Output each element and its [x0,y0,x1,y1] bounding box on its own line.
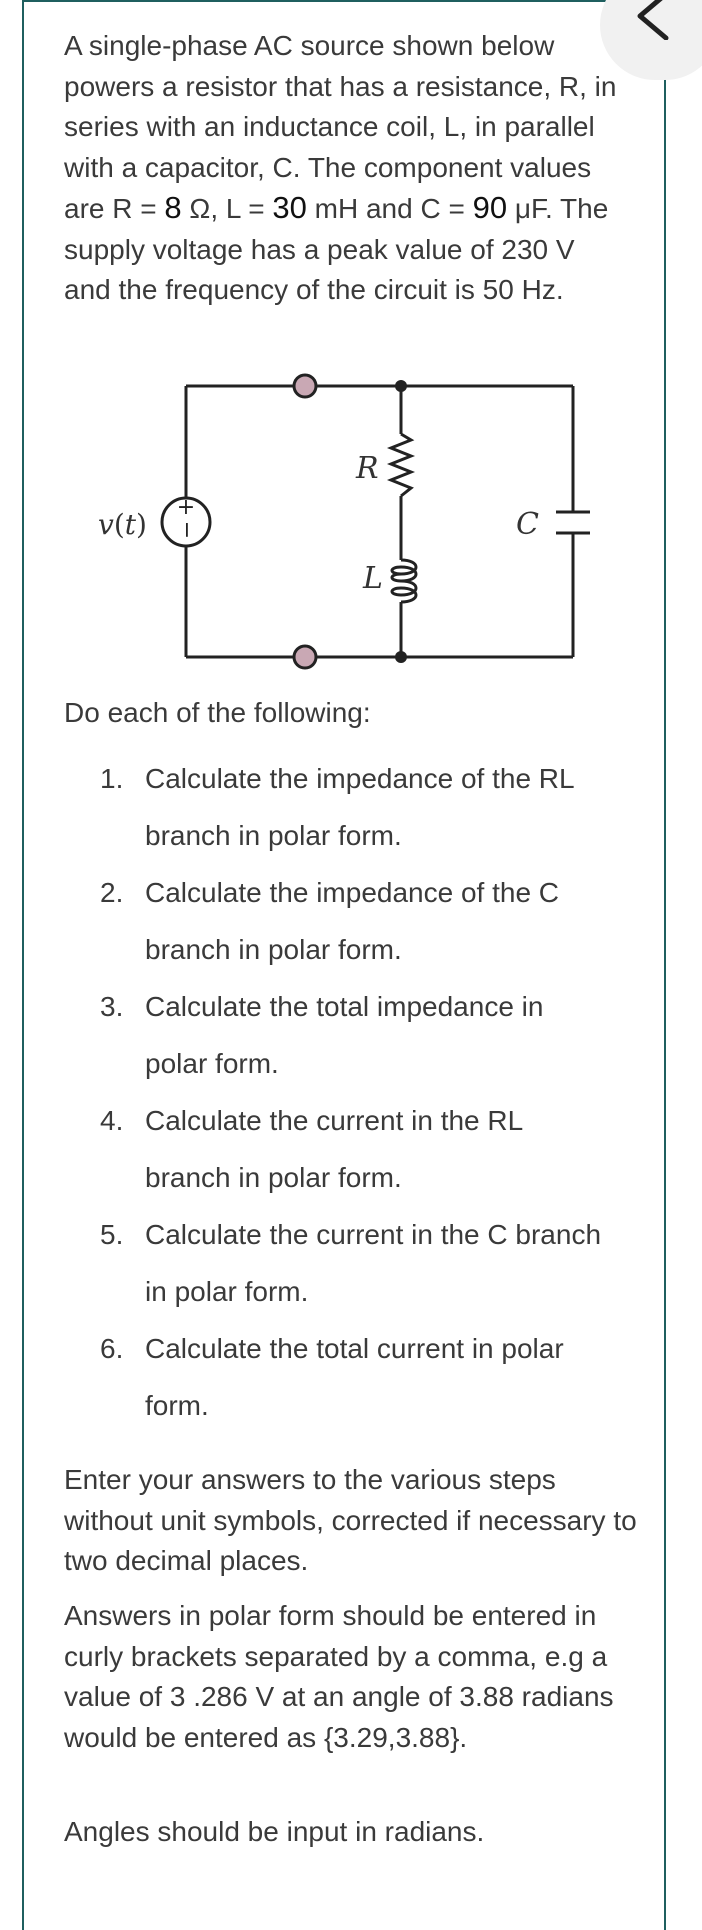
r-value: 8 [164,190,182,225]
step-text-cont: form. [145,1390,209,1421]
bottom-junction-dot [395,651,407,663]
resistor-label: R [356,451,379,486]
step-text: Calculate the current in the C branch [145,1219,602,1250]
polar-format-note: Answers in polar form should be entered in curly brackets separated by a comma, e.g a value of 3 .286 V at an angle of 3.88 radians would be entered as {3.29,3.88}. [64,1600,614,1753]
list-item [100,864,660,978]
step-number: 5. [100,1219,124,1250]
step-number: 6. [100,1333,124,1364]
step-text: Calculate the total impedance in [145,991,544,1022]
step-number: 4. [100,1105,124,1136]
l-value: 30 [272,190,307,225]
capacitor-label: C [516,507,539,542]
circuit-wires [186,386,573,657]
list-item [100,1092,660,1206]
step-text-cont: in polar form. [145,1276,309,1307]
capacitor-symbol [556,512,590,533]
answers-format-note: Enter your answers to the various steps without unit symbols, corrected if necessary to two decimal places. [64,1464,637,1576]
list-item [100,750,660,864]
step-number: 2. [100,877,124,908]
list-item [100,1206,660,1320]
step-text-cont: branch in polar form. [145,820,402,851]
intro-text-1: A single-phase AC source shown below powers a resistor that has a resistance, R, in series with an inductance coil, L, in parallel with a capacitor, C. The component values are R = [64,30,617,224]
ac-source-symbol [162,495,210,546]
intro-text-3: mH and C = [306,193,473,224]
step-text-cont: polar form. [145,1048,279,1079]
top-junction-dot [395,380,407,392]
step-text-cont: branch in polar form. [145,934,402,965]
resistor-symbol [391,434,411,496]
step-text-cont: branch in polar form. [145,1162,402,1193]
circuit-diagram [88,370,608,680]
plus-sign: + [176,495,196,520]
bottom-terminal-node [294,646,316,668]
chevron-left-icon [628,0,678,40]
intro-text-4: μF. The supply voltage has a peak value of 230 V and the frequency of the circuit is 50 Hz. [64,193,609,305]
list-item [100,978,660,1092]
step-number: 1. [100,763,124,794]
angles-note: Angles should be input in radians. [64,1816,485,1847]
question-intro [64,26,624,311]
minus-sign: − [174,520,199,540]
step-number: 3. [100,991,124,1022]
intro-text-2: Ω, L = [181,193,273,224]
intro-paragraph [64,26,624,311]
source-label: v(t) [98,508,147,541]
step-text: Calculate the impedance of the RL [145,763,575,794]
c-value: 90 [472,190,508,225]
step-text: Calculate the total current in polar [145,1333,564,1364]
steps-list [100,750,660,1434]
inductor-symbol [392,560,416,602]
inductor-label: L [363,561,383,596]
list-item [100,1320,660,1434]
step-text: Calculate the impedance of the C [145,877,560,908]
step-text: Calculate the current in the RL [145,1105,524,1136]
instructions-lead: Do each of the following: [64,697,371,728]
top-terminal-node [294,375,316,397]
